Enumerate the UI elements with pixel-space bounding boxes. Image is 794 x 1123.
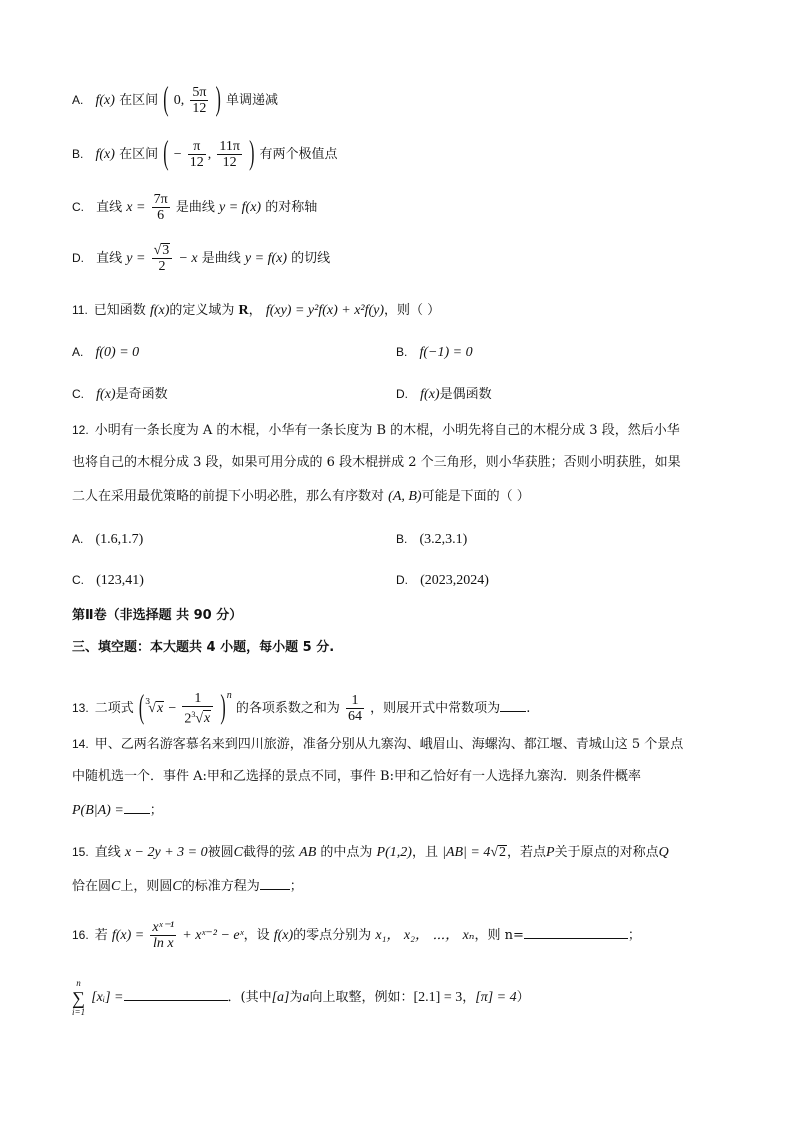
- math-expression: f(x): [96, 387, 116, 402]
- summation-sign: ∑: [72, 987, 85, 1008]
- fraction-numerator: [152, 243, 173, 259]
- option-letter: A.: [72, 345, 84, 359]
- question-15-line-1: [72, 842, 669, 863]
- math-symbol: P: [546, 845, 555, 860]
- question-text: 直线: [94, 845, 121, 860]
- question-text: 已知函数: [93, 303, 146, 318]
- fraction-numerator: 7π: [153, 192, 168, 207]
- question-text: 被圆: [207, 845, 234, 860]
- fraction-denominator: 12: [222, 155, 237, 170]
- question-13: [72, 674, 531, 727]
- question-14-line-3: [72, 800, 163, 821]
- question-text: ，: [462, 990, 476, 1005]
- fraction-numerator: 1: [182, 691, 213, 707]
- math-expression: [2.1] = 3: [413, 990, 463, 1005]
- question-12-line-1: [72, 420, 680, 441]
- question-text: 的定义域为: [169, 303, 235, 318]
- math-expression: [π] = 4: [475, 990, 517, 1005]
- section-title: 第Ⅱ卷（非选择题 共 90 分）: [72, 608, 243, 623]
- question-text: 可能是下面的（ ）: [421, 489, 530, 504]
- summation-upper-limit: n: [76, 977, 81, 988]
- math-symbol: C: [111, 879, 121, 894]
- fraction-denominator: 64: [348, 709, 363, 724]
- question-number: 16.: [72, 928, 89, 942]
- minus-sign: −: [173, 147, 182, 162]
- root-index: 3: [145, 697, 151, 706]
- option-10b: [72, 134, 338, 174]
- question-text: ，若点: [507, 845, 547, 860]
- question-11-stem: [72, 300, 440, 321]
- math-expression: f(0) = 0: [95, 345, 140, 360]
- math-expression: y = f(x): [218, 200, 262, 215]
- fraction-denominator: 12: [189, 155, 204, 170]
- math-expression: f(−1) = 0: [419, 345, 473, 360]
- summation-lower-limit: i=1: [72, 1006, 86, 1017]
- math-expression: f(x): [420, 387, 440, 402]
- option-letter: D.: [396, 573, 408, 587]
- coefficient: 2: [184, 711, 192, 727]
- question-text: 中随机选一个．事件 A:甲和乙选择的景点不同，事件 B:甲和乙恰好有一人选择九寨沟．则条件概率: [72, 769, 641, 784]
- question-text: 上，则圆: [120, 879, 173, 894]
- sqrt-radicand: 3: [162, 243, 170, 258]
- question-text: 若: [94, 928, 108, 943]
- option-11b: [396, 342, 473, 363]
- math-expression: x =: [126, 200, 146, 215]
- option-12b: [396, 529, 467, 550]
- right-paren: ): [220, 689, 226, 726]
- left-paren: (: [163, 135, 169, 172]
- math-expression: (A, B): [388, 489, 422, 504]
- option-10c: [72, 188, 317, 226]
- option-text: 是偶函数: [439, 387, 492, 402]
- sqrt-radicand: 2: [499, 845, 507, 860]
- question-text: ，则 n=: [474, 928, 524, 943]
- interval-start: 0,: [173, 93, 185, 108]
- option-value: (1.6,1.7): [95, 532, 144, 547]
- option-11c: [72, 384, 168, 405]
- math-expression: f(x): [149, 303, 170, 318]
- option-11d: [396, 384, 492, 405]
- right-paren: ): [249, 135, 255, 172]
- option-12d: [396, 570, 489, 591]
- option-letter: D.: [72, 251, 84, 265]
- question-text: 关于原点的对称点: [554, 845, 659, 860]
- minus-sign: −: [168, 701, 177, 716]
- math-expression: x₁， x₂， ⋯， xₙ: [375, 928, 475, 943]
- fraction-denominator: $2^3√x$: [184, 709, 211, 727]
- option-text: 是曲线: [175, 200, 215, 215]
- question-12-line-3: [72, 487, 530, 507]
- math-expression: [a]: [271, 990, 290, 1005]
- question-text: ，则（ ）: [384, 303, 441, 318]
- answer-blank[interactable]: [124, 800, 150, 814]
- sqrt-sign: √: [153, 243, 162, 258]
- option-text: 在区间: [119, 93, 159, 108]
- question-number: 14.: [72, 737, 89, 751]
- math-expression: − x: [178, 251, 198, 266]
- fraction: [188, 139, 206, 170]
- math-symbol: AB: [299, 845, 317, 860]
- question-12-line-2: [72, 453, 681, 473]
- question-text: 的零点分别为: [293, 928, 372, 943]
- left-paren: (: [138, 689, 145, 726]
- option-letter: B.: [396, 345, 408, 359]
- math-expression: |AB| = 4: [442, 845, 491, 860]
- question-text: 向上取整，例如：: [309, 990, 414, 1005]
- math-expression: y = f(x): [244, 251, 287, 266]
- real-set-symbol: R: [238, 303, 249, 318]
- math-expression: P(1,2): [376, 845, 412, 860]
- question-text: ；: [289, 879, 303, 894]
- math-expression: f(xy) = y²f(x) + x²f(y): [265, 303, 385, 318]
- option-text: 有两个极值点: [259, 147, 338, 162]
- math-expression: [xᵢ] =: [91, 990, 124, 1005]
- question-number: 11.: [72, 303, 88, 317]
- option-letter: A.: [72, 93, 84, 107]
- question-text: ；: [149, 803, 163, 818]
- question-text: 也将自己的木棍分成 3 段，如果可用分成的 6 段木棍拼成 2 个三角形，则小华获胜；否则小明获胜，如果: [72, 455, 681, 470]
- question-text: 小明有一条长度为 A 的木棍，小华有一条长度为 B 的木棍，小明先将自己的木棍分成 3 段，然后小华: [94, 423, 680, 438]
- fraction-denominator: 6: [157, 208, 165, 223]
- math-symbol: a: [302, 990, 310, 1005]
- option-12c: [72, 570, 144, 591]
- option-letter: B.: [72, 147, 84, 161]
- answer-blank[interactable]: [500, 698, 526, 712]
- answer-blank-sum[interactable]: [124, 987, 228, 1001]
- question-15-line-2: [72, 876, 303, 897]
- question-text: ；: [627, 928, 641, 943]
- question-text: ，: [248, 303, 262, 318]
- option-10d: [72, 238, 330, 278]
- math-expression: y =: [126, 251, 146, 266]
- option-letter: B.: [396, 532, 408, 546]
- fraction: [217, 139, 242, 170]
- option-text: 的切线: [291, 251, 331, 266]
- option-text: 直线: [96, 200, 123, 215]
- option-value: (123,41): [96, 573, 144, 588]
- question-text: 的标准方程为: [181, 879, 260, 894]
- summation: [72, 978, 85, 1018]
- fraction-denominator: ln x: [152, 936, 174, 951]
- question-text: ）: [516, 990, 530, 1005]
- option-12a: [72, 529, 143, 550]
- question-text: ，则展开式中常数项为: [370, 701, 501, 716]
- option-letter: C.: [72, 387, 84, 401]
- option-text: 是奇函数: [115, 387, 168, 402]
- part-title: 三、填空题：本大题共 4 小题，每小题 5 分.: [72, 640, 335, 655]
- right-paren: ): [215, 81, 221, 118]
- math-expression: f(x): [95, 93, 115, 108]
- question-number: 12.: [72, 423, 89, 437]
- question-text: 的各项系数之和为: [235, 701, 340, 716]
- fraction-numerator: 11π: [219, 139, 240, 154]
- sqrt-radicand: x: [156, 701, 164, 716]
- question-14-line-1: [72, 734, 683, 755]
- fraction: [182, 691, 213, 727]
- fraction: [152, 243, 173, 274]
- question-text: ．(其中: [227, 990, 272, 1005]
- exponent: n: [226, 690, 232, 701]
- math-expression: f(x): [273, 928, 294, 943]
- fraction: [152, 192, 170, 223]
- fraction-numerator: 5π: [192, 85, 207, 100]
- fraction-numerator: π: [188, 139, 206, 155]
- question-number: 15.: [72, 845, 89, 859]
- math-expression: f(x): [95, 147, 115, 162]
- question-text: 甲、乙两名游客慕名来到四川旅游，准备分别从九寨沟、峨眉山、海螺沟、都江堰、青城山这 5 个景点: [94, 737, 684, 752]
- math-symbol: Q: [658, 845, 669, 860]
- question-text: 的中点为: [320, 845, 373, 860]
- comma: ,: [207, 147, 212, 162]
- fraction: [190, 85, 208, 116]
- question-16-line-1: [72, 915, 641, 955]
- question-text: 为: [289, 990, 303, 1005]
- option-letter: C.: [72, 573, 84, 587]
- sqrt-radicand: x: [204, 711, 211, 727]
- question-text: 截得的弦: [242, 845, 295, 860]
- option-10a: [72, 80, 278, 120]
- math-expression: f(x) =: [111, 928, 145, 943]
- question-text: 二项式: [94, 701, 134, 716]
- option-letter: C.: [72, 200, 84, 214]
- option-11a: [72, 342, 139, 363]
- question-14-line-2: [72, 767, 641, 787]
- question-text: .: [526, 701, 531, 716]
- sqrt-sign: √: [490, 845, 499, 860]
- fraction: [346, 693, 364, 724]
- option-text: 在区间: [119, 147, 159, 162]
- answer-blank[interactable]: [260, 876, 290, 890]
- math-expression: x − 2y + 3 = 0: [124, 845, 208, 860]
- math-symbol: C: [233, 845, 243, 860]
- option-value: (3.2,3.1): [419, 532, 468, 547]
- fraction-denominator: 12: [192, 101, 207, 116]
- root-index: 3: [191, 709, 196, 719]
- fraction: [150, 920, 176, 951]
- question-text: ，且: [411, 845, 438, 860]
- question-text: 二人在采用最优策略的前提下小明必胜，那么有序数对: [72, 489, 385, 504]
- option-value: (2023,2024): [420, 573, 489, 588]
- question-16-line-2: [72, 976, 530, 1020]
- math-expression: + xˣ⁻² − eˣ: [182, 928, 244, 943]
- math-symbol: C: [172, 879, 182, 894]
- option-text: 单调递减: [226, 93, 279, 108]
- option-letter: D.: [396, 387, 408, 401]
- option-text: 是曲线: [201, 251, 241, 266]
- question-text: 恰在圆: [72, 879, 112, 894]
- option-text: 直线: [96, 251, 123, 266]
- fraction-denominator: 2: [158, 259, 166, 274]
- question-text: ，设: [243, 928, 270, 943]
- math-expression: P(B|A) =: [72, 803, 124, 818]
- fraction-numerator: 1: [346, 693, 364, 709]
- sqrt-sign: √: [148, 701, 156, 716]
- left-paren: (: [163, 81, 169, 118]
- option-text: 的对称轴: [265, 200, 318, 215]
- option-letter: A.: [72, 532, 84, 546]
- fraction-numerator: xˣ⁻¹: [152, 920, 175, 935]
- question-number: 13.: [72, 701, 89, 715]
- answer-blank-n[interactable]: [524, 925, 628, 939]
